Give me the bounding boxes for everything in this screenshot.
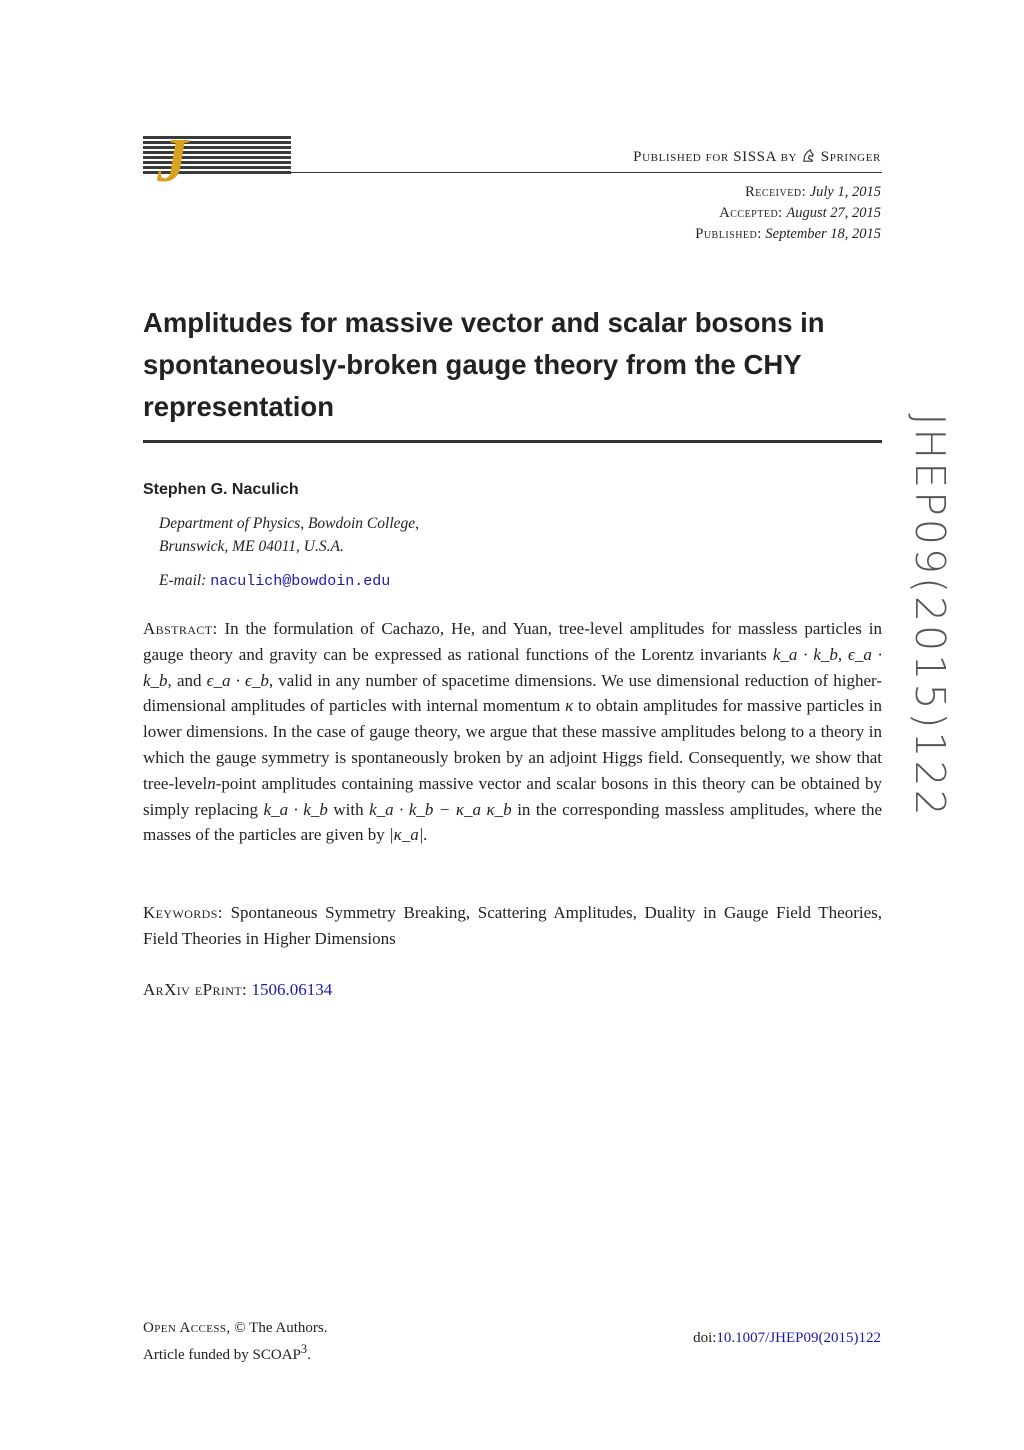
publication-dates xyxy=(695,182,881,245)
abstract-text-4: -point amplitudes containing massive vector and scalar bosons in this theory can be obtained by simply replacing xyxy=(143,773,882,819)
accepted-label: Accepted: xyxy=(719,205,783,221)
published-for-label: Published for SISSA by xyxy=(633,149,798,165)
math-mass: |κ_a|. xyxy=(388,825,428,845)
math-ka-kb-2: k_a · k_b xyxy=(263,799,328,819)
title-line-3: representation xyxy=(143,391,335,422)
keywords-text: Spontaneous Symmetry Breaking, Scattering Amplitudes, Duality in Gauge Field Theories, Field Theories in Higher Dimensions xyxy=(143,903,883,948)
funding-text: Article funded by SCOAP xyxy=(143,1347,301,1363)
author-name: Stephen G. Naculich xyxy=(143,481,299,498)
affiliation-line-2: Brunswick, ME 04011, U.S.A. xyxy=(159,538,344,555)
arxiv-link[interactable]: 1506.06134 xyxy=(251,980,333,999)
sidebar-id-text: JHEP09(2015)122 xyxy=(906,413,954,819)
math-ea-eb: ϵ_a · ϵ_b, xyxy=(206,670,274,690)
footer-license xyxy=(143,1318,328,1366)
math-kappa: κ xyxy=(565,696,574,716)
springer-horse-icon xyxy=(801,148,816,163)
title-line-1: Amplitudes for massive vector and scalar bosons in xyxy=(143,307,825,338)
abstract-text-1: In the formulation of Cachazo, He, and Yuan, tree-level amplitudes for massless particles in gauge theory and gravity can be expressed as rational functions of the Lorentz invariants xyxy=(143,619,882,664)
abstract-text-6: in the corresponding massless amplitudes, where the masses of the particles are given by xyxy=(143,799,883,845)
keywords xyxy=(143,900,882,952)
doi-link[interactable]: 10.1007/JHEP09(2015)122 xyxy=(716,1330,881,1346)
logo-j-glyph: J xyxy=(157,127,188,195)
abstract-and: and xyxy=(176,670,202,690)
copyright-text: © The Authors. xyxy=(234,1320,328,1336)
math-ka-kb: k_a · k_b, xyxy=(772,644,843,664)
published-date: September 18, 2015 xyxy=(765,226,881,242)
header-rule xyxy=(290,172,882,173)
arxiv-label: ArXiv ePrint: xyxy=(143,980,248,999)
email-link[interactable]: naculich@bowdoin.edu xyxy=(210,573,391,590)
affiliation-line-1: Department of Physics, Bowdoin College, xyxy=(159,515,420,532)
paper-title xyxy=(143,302,883,428)
received-label: Received: xyxy=(745,184,807,200)
footer-doi xyxy=(693,1330,881,1347)
funding-row: Article funded by SCOAP$^3$. xyxy=(143,1342,311,1363)
open-access-label: Open Access, xyxy=(143,1320,231,1336)
accepted-date: August 27, 2015 xyxy=(786,205,881,221)
published-row xyxy=(695,224,881,245)
accepted-row xyxy=(695,203,881,224)
abstract-text-3: to obtain amplitudes for massive particles in lower dimensions. In the case of gauge theory, we argue that these massive amplitudes belong to a theory in which the gauge symmetry is spontaneously broken by an adjoint Higgs field. Consequently, we show that tree-level xyxy=(143,696,883,793)
open-access-row xyxy=(143,1318,328,1339)
title-rule xyxy=(143,440,882,443)
sidebar-identifier xyxy=(890,388,970,844)
abstract xyxy=(143,616,882,848)
arxiv-eprint xyxy=(143,980,332,1000)
math-ea-kb: ϵ_a · k_b, xyxy=(143,644,883,690)
published-for xyxy=(633,148,881,166)
doi-label: doi: xyxy=(693,1330,717,1346)
received-row xyxy=(695,182,881,203)
abstract-text-2: valid in any number of spacetime dimensions. We use dimensional reduction of higher-dimensional amplitudes of particles with internal momentum xyxy=(143,670,883,716)
received-date: July 1, 2015 xyxy=(809,184,881,200)
abstract-label: Abstract: xyxy=(143,619,218,638)
affiliation xyxy=(159,512,419,558)
email-row xyxy=(159,572,390,590)
email-label: E-mail: xyxy=(159,572,207,589)
math-n: n xyxy=(207,773,216,793)
title-line-2: spontaneously-broken gauge theory from the CHY xyxy=(143,349,802,380)
published-label: Published: xyxy=(695,226,762,242)
funding-sup: 3 xyxy=(300,1342,308,1356)
publisher-name: Springer xyxy=(820,149,881,165)
keywords-label: Keywords: xyxy=(143,903,223,922)
abstract-text-5: with xyxy=(333,799,364,819)
jhep-logo xyxy=(143,127,291,195)
math-replacement: k_a · k_b − κ_a κ_b xyxy=(369,799,512,819)
